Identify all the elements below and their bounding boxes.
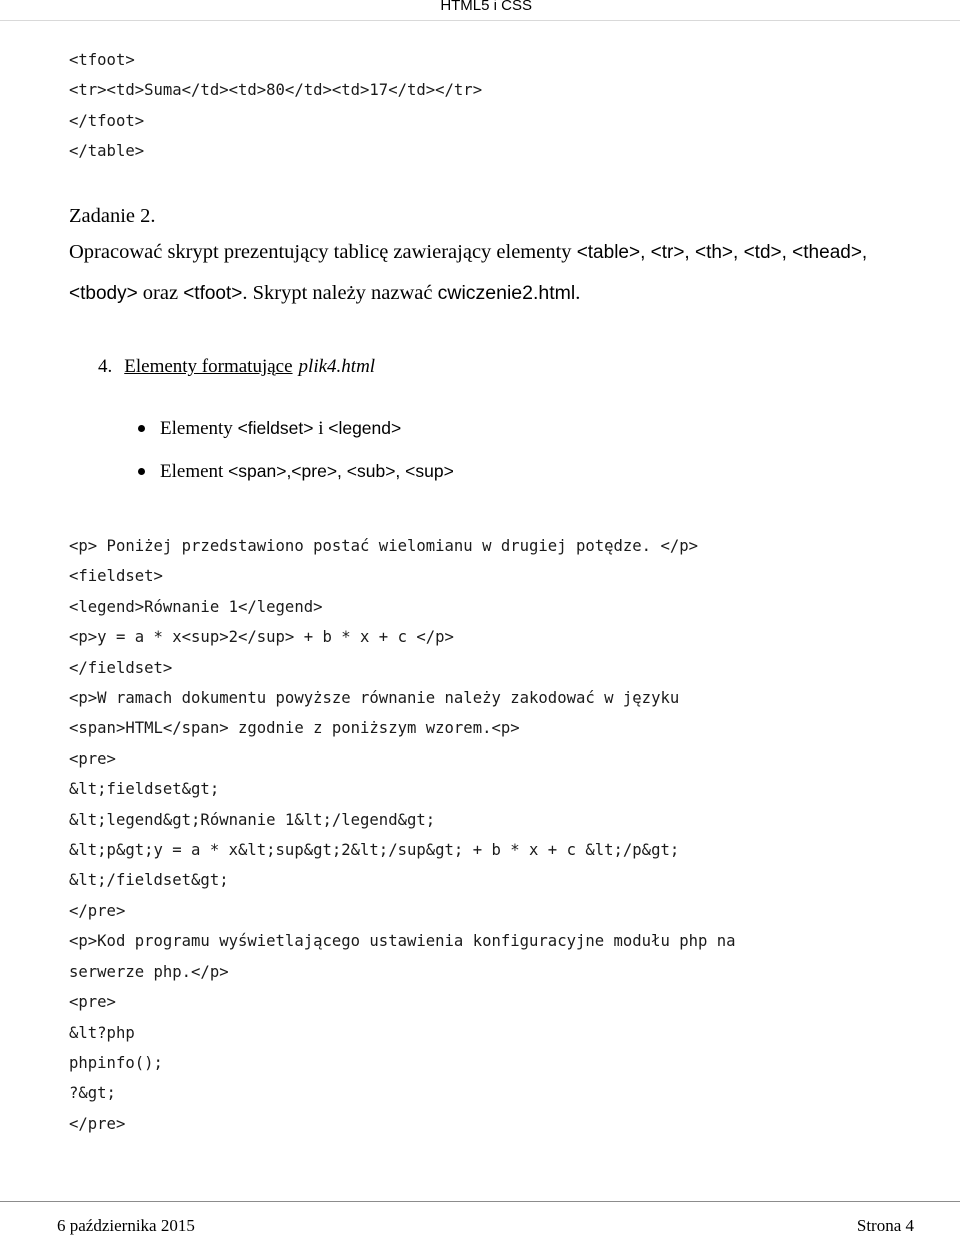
- bullet-tags: <fieldset>: [237, 418, 314, 438]
- code-block-formatting: <p> Poniżej przedstawiono postać wielomianu w drugiej potędze. </p> <fieldset> <legend>Równanie 1</legend> <p>y = a * x<sup>2</sup> + b * x + c </p> </fieldset> <p>W ramach dokumentu powyższe równanie należy zakodować w języku <span>HTML</span> zgodnie z poniższym wzorem.<p> <pre> &lt;fieldset&gt; &lt;legend&gt;Równanie 1&lt;/legend&gt; &lt;p&gt;y = a * x&lt;sup&gt;2&lt;/sup&gt; + b * x + c &lt;/p&gt; &lt;/fieldset&gt; </pre> <p>Kod programu wyświetlającego ustawienia konfiguracyjne modułu php na serwerze php.</p> <pre> &lt?php phpinfo(); ?&gt; </pre>: [69, 537, 736, 1133]
- bullet-mid: i: [313, 418, 329, 439]
- section-number: 4.: [98, 356, 113, 377]
- task-end: .: [575, 282, 581, 304]
- task-intro: Opracować skrypt prezentujący tablicę zawierający elementy: [69, 241, 577, 263]
- list-item: [138, 457, 454, 500]
- bullet-tags: <span>,<pre>, <sub>, <sup>: [228, 461, 454, 481]
- section-file: plik4.html: [298, 356, 376, 377]
- bullet-icon: [138, 468, 145, 475]
- section-heading: [98, 356, 375, 378]
- bullet-text: Elementy: [160, 418, 238, 439]
- code-block-tfoot: <tfoot> <tr><td>Suma</td><td>80</td><td>17</td></tr> </tfoot> </table>: [69, 51, 483, 161]
- page-header: [0, 0, 960, 21]
- task-and: oraz: [137, 282, 184, 304]
- footer-rule: [0, 1201, 960, 1202]
- task-mid: . Skrypt należy nazwać: [242, 282, 438, 304]
- section-title-link[interactable]: Elementy formatujące: [124, 356, 293, 377]
- task-tfoot: <tfoot>: [183, 283, 243, 304]
- task-filename: cwiczenie2.html: [437, 282, 576, 304]
- bullet-text: Element: [160, 461, 229, 482]
- task-description: [69, 232, 899, 314]
- bullet-list: [138, 414, 454, 500]
- header-title: HTML5 i CSS: [440, 0, 532, 14]
- task-title: Zadanie 2.: [69, 205, 156, 227]
- list-item: [138, 414, 454, 457]
- task-tags: <table>, <tr>, <th>, <td>, <thead>, <tbody>: [69, 242, 868, 304]
- bullet-tags-2: <legend>: [328, 418, 402, 438]
- footer-date: 6 października 2015: [57, 1216, 195, 1235]
- bullet-icon: [138, 425, 145, 432]
- footer-page-number: Strona 4: [856, 1216, 914, 1235]
